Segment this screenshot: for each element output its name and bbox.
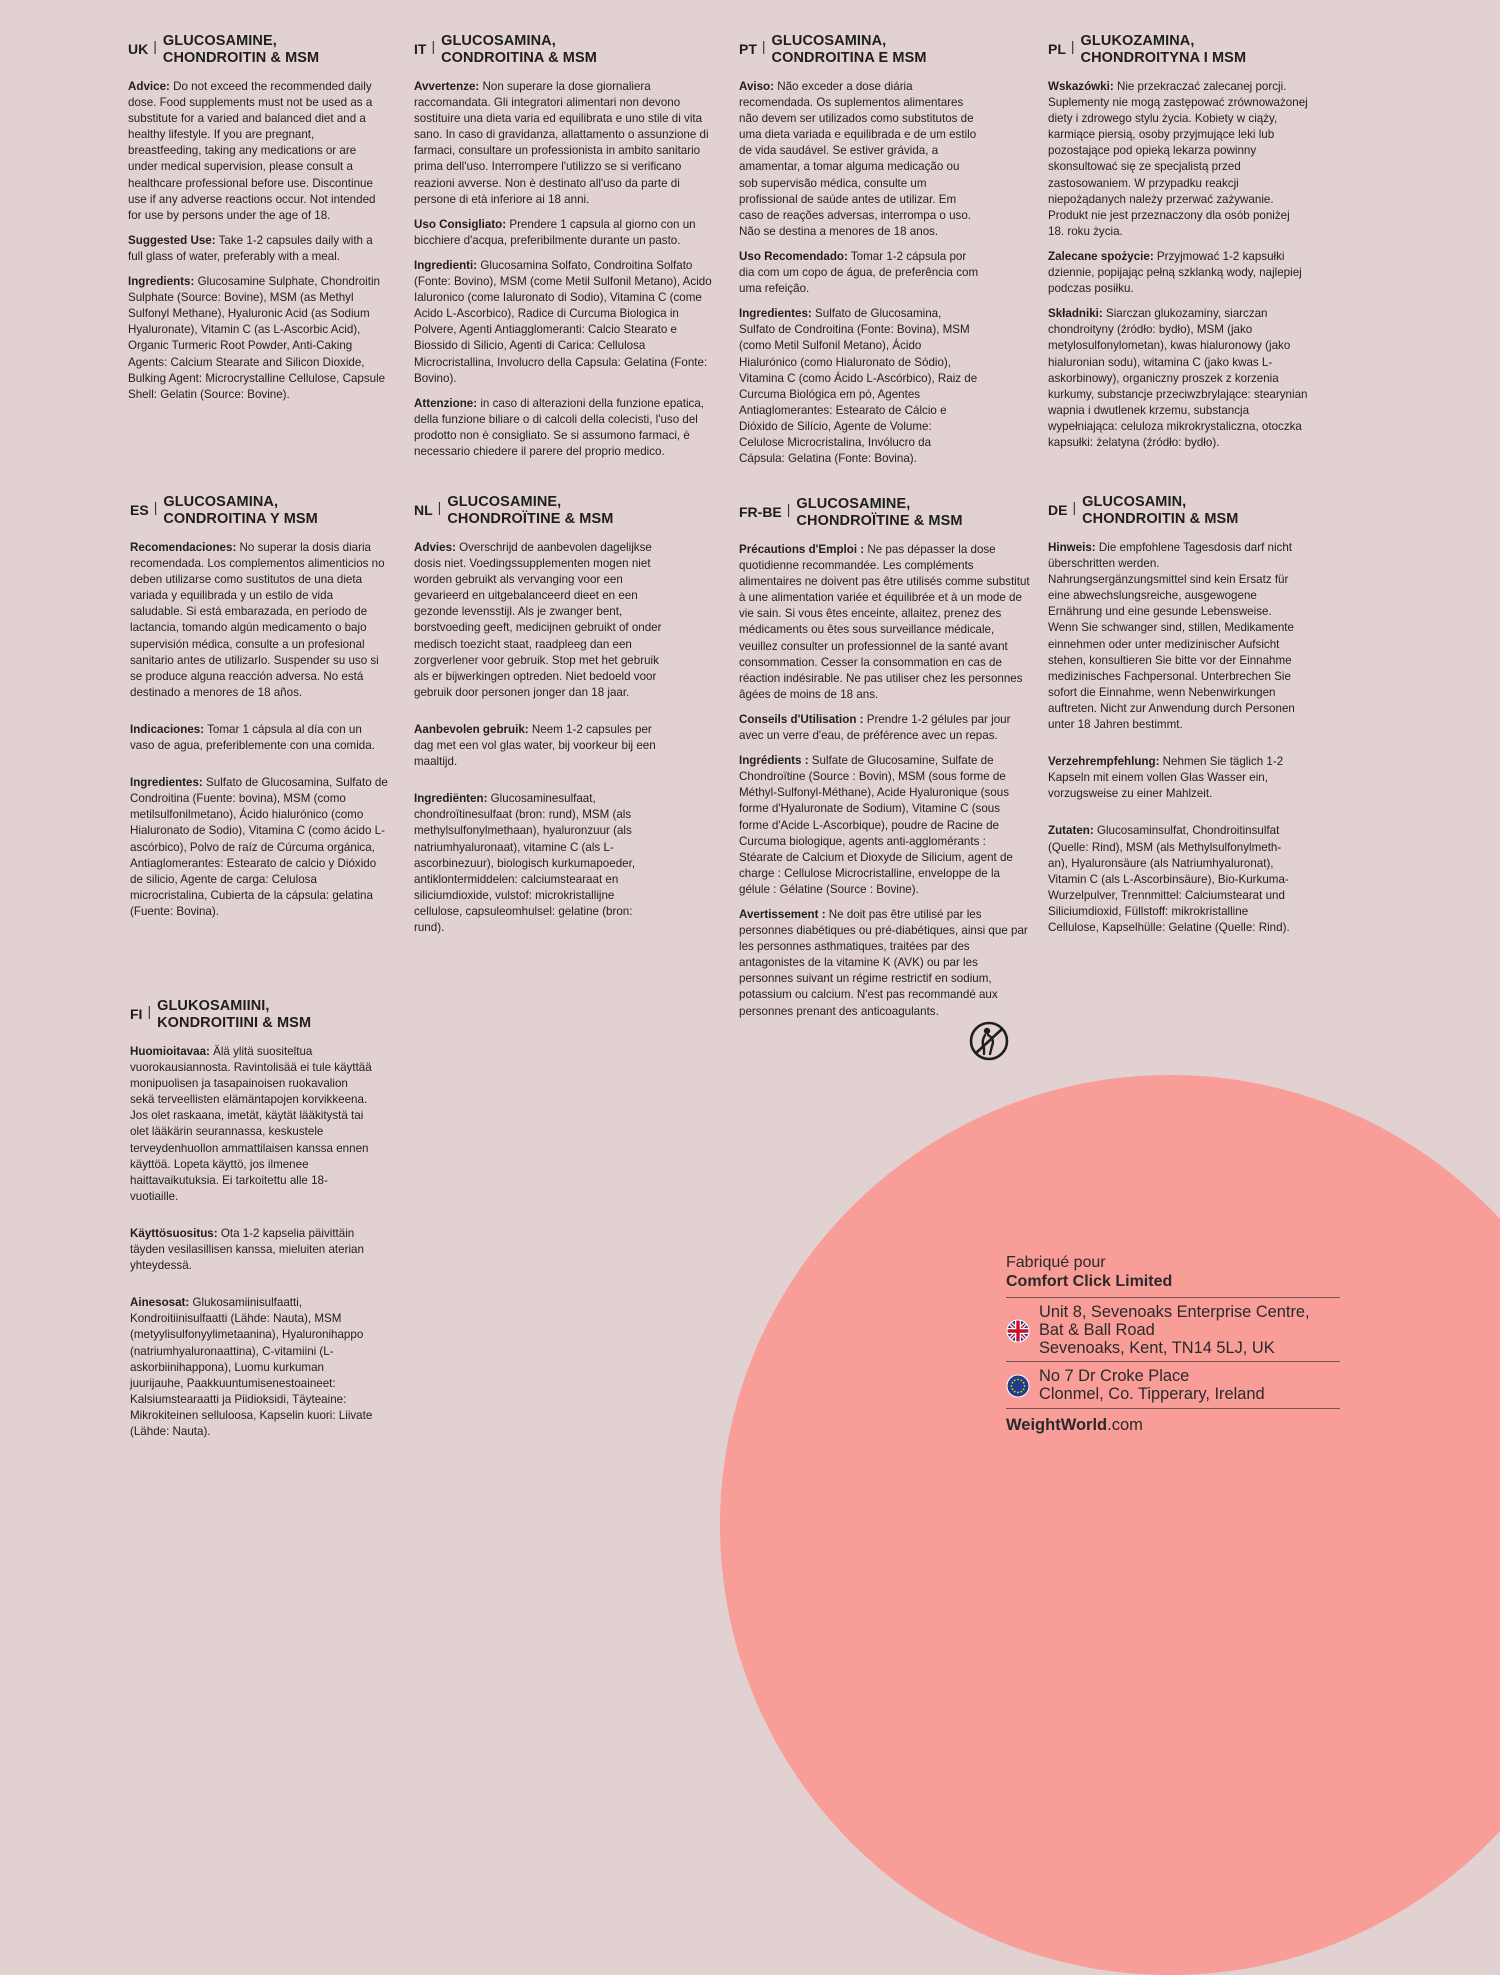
eu-flag-icon (1006, 1374, 1030, 1398)
section-header: UK | GLUCOSAMINE, CHONDROITIN & MSM (128, 33, 320, 66)
usage-paragraph: Conseils d'Utilisation : Prendre 1-2 gélules par jour avec un verre d'eau, de préférence avec un repas. (739, 712, 1011, 743)
ingredients-paragraph: Ingrédients : Sulfate de Glucosamine, Sulfate de Chondroïtine (Source : Bovin), MSM (sous forme de Méthyl-Sulfonyl-Méthane), Acide Hyaluronique (sous forme d'Hyaluronate de Sodium), Vitamine C (sous forme d'Acide L-Ascorbique), poudre de Racine de Curcuma biologique, agents anti-agglomérants : Stéarate de Calcium et Dioxyde de Silicium, agent de charge : Cellulose Microcristalline, enveloppe de la gélule : Gélatine (Source : Bovine). (739, 754, 1013, 896)
language-code: PT (739, 41, 757, 57)
eu-address: No 7 Dr Croke Place Clonmel, Co. Tipperary, Ireland (1006, 1361, 1340, 1408)
section-title: GLUCOSAMIN, CHONDROITIN & MSM (1082, 494, 1239, 527)
usage-paragraph: Zalecane spożycie: Przyjmować 1-2 kapsułki dziennie, popijając pełną szklanką wody, najlepiej podczas posiłku. (1048, 249, 1302, 296)
usage-paragraph: Verzehrempfehlung: Nehmen Sie täglich 1-2 Kapseln mit einem vollen Glas Wasser ein, vorzugsweise zu einer Mahlzeit. (1048, 755, 1284, 801)
section-header: PL | GLUKOZAMINA, CHONDROITYNA I MSM (1048, 33, 1247, 66)
uk-flag-icon (1006, 1319, 1030, 1343)
language-code: NL (414, 502, 433, 518)
language-code: DE (1048, 502, 1068, 518)
usage-paragraph: Aanbevolen gebruik: Neem 1-2 capsules per dag met een vol glas water, bij voorkeur bij een maaltijd. (414, 722, 656, 769)
advice-paragraph: Aviso: Não exceder a dose diária recomendada. Os suplementos alimentares não devem ser utilizados como substitutos de uma dieta variada e equilibrada e de um estilo de vida saudável. Se estiver grávida, a amamentar, a tomar alguma medicação ou sob supervisão médica, consulte um profissional de saúde antes de utilizar. Em caso de reações adversas, interrompa o uso. Não se destina a menores de 18 anos. (739, 80, 977, 238)
advice-paragraph: Précautions d'Emploi : Ne pas dépasser la dose quotidienne recommandée. Les compléments alimentaires ne doivent pas être utilisés comme substitut à une alimentation variée et équilibrée et à un mode de vie sain. Si vous êtes enceinte, allaitez, prenez des médicaments ou êtes sous surveillance médicale, veuillez consulter un professionnel de la santé avant consommation. Cesser la consommation en cas de réaction indésirable. Ne pas utiliser chez les personnes âgées de moins de 18 ans. (739, 543, 1030, 701)
usage-paragraph: Uso Recomendado: Tomar 1-2 cápsula por dia com um copo de água, de preferência com uma refeição. (739, 249, 979, 296)
language-code: IT (414, 41, 427, 57)
section-title: GLUCOSAMINE, CHONDROITIN & MSM (162, 33, 320, 66)
company-name: Comfort Click Limited (1006, 1273, 1173, 1290)
manufacturer-block (1006, 1254, 1340, 1435)
language-code: FR-BE (739, 504, 782, 520)
section-header: ES | GLUCOSAMINA, CONDROITINA Y MSM (130, 494, 318, 527)
section-header: DE | GLUCOSAMIN, CHONDROITIN & MSM (1048, 494, 1239, 527)
advice-paragraph: Huomioitavaa: Älä ylitä suositeltua vuorokausiannosta. Ravintolisää ei tule käyttää monipuolisen ja tasapainoisen ruokavalion sekä terveellisten elämäntapojen korvikkeena. Jos olet raskaana, imetät, käytät lääkitystä tai olet lääkärin seurannassa, keskustele terveydenhuollon ammattilaisen kanssa ennen käyttöä. Lopeta käyttö, jos ilmenee haittavaikutuksia. Ei tarkoitettu alle 18-vuotiaille. (130, 1045, 372, 1203)
language-code: FI (130, 1006, 143, 1022)
language-code: UK (128, 41, 149, 57)
advice-paragraph: Advies: Overschrijd de aanbevolen dagelijkse dosis niet. Voedingssupplementen mogen niet worden gebruikt als vervanging voor een gevarieerd en uitgebalanceerd dieet en een gezonde levensstijl. Als je zwanger bent, borstvoeding geeft, medicijnen gebruikt of onder medisch toezicht staat, raadpleeg dan een zorgverlener voor gebruik. Stop met het gebruik als er bijwerkingen optreden. Niet bedoeld voor gebruik door personen jonger dan 18 jaar. (414, 541, 662, 699)
section-title: GLUCOSAMINA, CONDROITINA Y MSM (163, 494, 318, 527)
section-pl (1048, 33, 1308, 460)
section-title: GLUCOSAMINA, CONDROITINA E MSM (771, 33, 927, 66)
usage-paragraph: Suggested Use: Take 1-2 capsules daily with a full glass of water, preferably with a meal. (128, 233, 373, 263)
decorative-circle (720, 1075, 1500, 1975)
warning-paragraph: Attenzione: in caso di alterazioni della funzione epatica, della funzione biliare o di calcoli della colecisti, l'uso del prodotto non è consigliato. Se si assumono farmaci, è necessario chiedere il parere del proprio medico. (414, 396, 704, 458)
section-it (414, 33, 712, 469)
ingredients-paragraph: Ainesosat: Glukosamiinisulfaatti, Kondroitiinisulfaatti (Lähde: Nauta), MSM (metyylisulfonyylimetaanina), Hyaluronihappo (natriumhyaluronaattina), C-vitamiini (L-askorbiinihappona), Luomu kurkuman juurijauhe, Paakkuuntumisenestoaineet: Kalsiumstearaatti ja Piidioksidi, Täyteaine: Mikrokiteinen selluloosa, Kapselin kuori: Liivate (Lähde: Nauta). (130, 1296, 373, 1438)
advice-paragraph: Hinweis: Die empfohlene Tagesdosis darf nicht überschritten werden. Nahrungsergänzungsmittel sind kein Ersatz für eine abwechslungsreiche, ausgewogene Ernährung und eine gesunde Lebensweise. Wenn Sie schwanger sind, stillen, Medikamente einnehmen oder unter medizinischer Aufsicht stehen, konsultieren Sie bitte vor der Einnahme medizinisches Fachpersonal. Unterbrechen Sie sofort die Einnahme, wenn Nebenwirkungen auftreten. Nicht zur Anwendung durch Personen unter 18 Jahren bestimmt. (1048, 541, 1295, 732)
section-header: FR-BE | GLUCOSAMINE, CHONDROÏTINE & MSM (739, 496, 963, 529)
section-fr-be (739, 496, 1031, 1029)
warning-paragraph: Avertissement : Ne doit pas être utilisé par les personnes diabétiques ou pré-diabétiques, ainsi que par les personnes asthmatiques, traitées par des antagonistes de la vitamine K (AVK) ou par les personnes suivant un régime restrictif en sodium, potassium ou calcium. N'est pas recommandé aux personnes prenant des anticoagulants. (739, 907, 1028, 1018)
language-code: PL (1048, 41, 1066, 57)
section-title: GLUKOSAMIINI, KONDROITIINI & MSM (157, 998, 312, 1031)
section-fi (130, 998, 375, 1449)
usage-paragraph: Käyttösuositus: Ota 1-2 kapselia päivittäin täyden vesilasillisen kanssa, mieluiten aterian yhteydessä. (130, 1226, 364, 1273)
ingredients-paragraph: Ingredients: Glucosamine Sulphate, Chondroitin Sulphate (Source: Bovine), MSM (as Methyl Sulfonyl Methane), Hyaluronic Acid (as Sodium Hyaluronate), Vitamin C (as L-Ascorbic Acid), Organic Turmeric Root Powder, Anti-Caking Agents: Calcium Stearate and Silicon Dioxide, Bulking Agent: Microcrystalline Cellulose, Capsule Shell: Gelatin (Source: Bovine). (128, 275, 386, 401)
section-uk (128, 33, 386, 412)
no-pregnant-women-icon (968, 1020, 1010, 1062)
section-nl (414, 494, 664, 945)
section-header: NL | GLUCOSAMINE, CHONDROÏTINE & MSM (414, 494, 614, 527)
ingredients-paragraph: Ingredienti: Glucosamina Solfato, Condroitina Solfato (Fonte: Bovino), MSM (come Metil Sulfonil Metano), Acido Ialuronico (come Ialuronato di Sodio), Vitamina C (come Acido L-Ascorbico), Radice di Curcuma Biologica in Polvere, Agenti Antiagglomeranti: Calcio Stearato e Biossido di Silicio, Agenti di Carica: Cellulosa Microcristallina, Involucro della Capsula: Gelatina (Fonte: Bovino). (414, 258, 712, 385)
section-header: IT | GLUCOSAMINA, CONDROITINA & MSM (414, 33, 597, 66)
usage-paragraph: Indicaciones: Tomar 1 cápsula al día con un vaso de agua, preferiblemente con una comida. (130, 722, 375, 753)
language-code: ES (130, 502, 149, 518)
section-header: FI | GLUKOSAMIINI, KONDROITIINI & MSM (130, 998, 312, 1031)
section-title: GLUCOSAMINE, CHONDROÏTINE & MSM (447, 494, 614, 527)
advice-paragraph: Wskazówki: Nie przekraczać zalecanej porcji. Suplementy nie mogą zastępować zrównoważonej diety i zdrowego stylu życia. Kobiety w ciąży, karmiące piersią, osoby przyjmujące leki lub pozostające pod opieką lekarza powinny skonsultować się ze specjalistą przed zastosowaniem. W przypadku reakcji niepożądanych należy przerwać zażywanie. Produkt nie jest przeznaczony dla osób poniżej 18. roku życia. (1048, 80, 1308, 238)
section-pt (739, 33, 979, 476)
section-title: GLUKOZAMINA, CHONDROITYNA I MSM (1080, 33, 1247, 66)
ingredients-paragraph: Zutaten: Glucosaminsulfat, Chondroitinsulfat (Quelle: Rind), MSM (als Methylsulfonylmeth-an), Hyaluronsäure (als Natriumhyaluronat), Vitamin C (als L-Ascorbinsäure), Bio-Kurkuma-Wurzelpulver, Trennmittel: Calciumstearat und Siliciumdioxid, Füllstoff: mikrokristalline Cellulose, Kapselhülle: Gelatine (Quelle: Rind). (1048, 824, 1290, 934)
ingredients-paragraph: Ingredientes: Sulfato de Glucosamina, Sulfato de Condroitina (Fonte: Bovina), MSM (como Metil Sulfonil Metano), Ácido Hialurónico (como Hialuronato de Sódio), Vitamina C (como Ácido L-Ascórbico), Raiz de Curcuma Biológica em pó, Agentes Antiaglomerantes: Estearato de Cálcio e Dióxido de Silício, Agente de Volume: Celulose Microcristalina, Invólucro da Cápsula: Gelatina (Fonte: Bovina). (739, 307, 978, 466)
section-header: PT | GLUCOSAMINA, CONDROITINA E MSM (739, 33, 927, 66)
usage-paragraph: Uso Consigliato: Prendere 1 capsula al giorno con un bicchiere d'acqua, preferibilmente durante un pasto. (414, 217, 696, 247)
section-de (1048, 494, 1298, 945)
advice-paragraph: Avvertenze: Non superare la dose giornaliera raccomandata. Gli integratori alimentari non devono sostituire una dieta varia ed equilibrata e uno stile di vita sano. In caso di gravidanza, allattamento o assunzione di farmaci, consultare un professionista in ambito sanitario prima dell'uso. Interrompere l'utilizzo se si verificano reazioni avverse. Non è destinato all'uso da parte di persone di età inferiore ai 18 anni. (414, 80, 709, 206)
ingredients-paragraph: Ingrediënten: Glucosaminesulfaat, chondroïtinesulfaat (bron: rund), MSM (als methylsulfonylmethaan), hyaluronzuur (als natriumhyaluronaat), vitamine C (als L-ascorbinezuur), biologisch kurkumapoeder, antiklontermiddelen: calciumstearaat en siliciumdioxide, vulstof: microkristallijne cellulose, capsuleomhulsel: gelatine (bron: rund). (414, 792, 636, 934)
advice-paragraph: Recomendaciones: No superar la dosis diaria recomendada. Los complementos alimenticios no deben utilizarse como sustitutos de una dieta variada y equilibrada y un estilo de vida saludable. Si está embarazada, en período de lactancia, tomando algún medicamento o bajo supervisión médica, consulte a un profesional sanitario antes de utilizarlo. Suspender su uso si se produce alguna reacción adversa. No está destinado a menores de 18 años. (130, 541, 385, 699)
advice-paragraph: Advice: Do not exceed the recommended daily dose. Food supplements must not be used as a substitute for a varied and balanced diet and a healthy lifestyle. If you are pregnant, breastfeeding, taking any medications or are under medical supervision, please consult a healthcare professional before use. Discontinue use if any adverse reactions occur. Not intended for use by persons under the age of 18. (128, 80, 376, 222)
ingredients-paragraph: Składniki: Siarczan glukozaminy, siarczan chondroityny (źródło: bydło), MSM (jako metylosulfonylometan), kwas hialuronowy (jako hialuronian sodu), witamina C (jako kwas L-askorbinowy), organiczny proszek z korzenia kurkumy, substancje przeciwzbrylające: stearynian wapnia i dwutlenek krzemu, substancja wypełniająca: celuloza mikrokrystaliczna, otoczka kapsułki: żelatyna (źródło: bydło). (1048, 307, 1308, 449)
ingredients-paragraph: Ingredientes: Sulfato de Glucosamina, Sulfato de Condroitina (Fuente: bovina), MSM (como metilsulfonilmetano), Ácido hialurónico (como Hialuronato de Sodio), Vitamina C (como ácido L-ascórbico), Polvo de raíz de Cúrcuma orgánica, Antiaglomerantes: Estearato de calcio y Dióxido de silicio, Agente de carga: Celulosa microcristalina, Cubierta de la cápsula: gelatina (Fuente: Bovina). (130, 776, 388, 918)
uk-address: Unit 8, Sevenoaks Enterprise Centre, Bat & Ball Road Sevenoaks, Kent, TN14 5LJ, UK (1006, 1297, 1340, 1361)
made-for-label: Fabriqué pour (1006, 1254, 1106, 1271)
section-title: GLUCOSAMINE, CHONDROÏTINE & MSM (796, 496, 963, 529)
brand-website: WeightWorld.com (1006, 1408, 1340, 1435)
section-title: GLUCOSAMINA, CONDROITINA & MSM (441, 33, 597, 66)
section-es (130, 494, 388, 929)
